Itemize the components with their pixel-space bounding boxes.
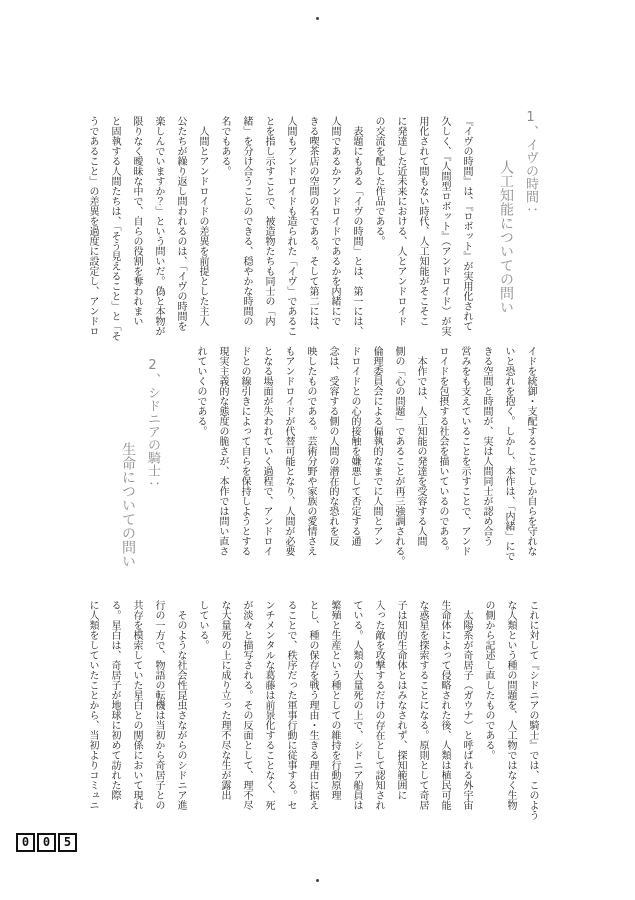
text-column: 営みをも支えていることを示すことで、アンド xyxy=(459,346,470,556)
text-column: いと恐れを抱く。しかし、本作は、「内緒」にで xyxy=(503,346,514,561)
page-number-digit: 5 xyxy=(58,833,77,852)
text-column: とし、種の保存を戦う理由・生きる理由に据え xyxy=(307,600,318,810)
text-column: 太陽系が奇居子（ガウナ）と呼ばれる外宇宙 xyxy=(461,600,472,810)
text-column: な人類という種の問題を、人工物ではなく生物 xyxy=(505,600,516,810)
text-column: に人類をしていたことから、当初よりコミュニ xyxy=(87,600,98,810)
text-column: とを指し示すことで、被造物たちも同士の「内 xyxy=(263,116,274,326)
text-column: 子は知的生命体とはみなされず、探知範囲に xyxy=(395,600,406,800)
text-column: 名でもある。 xyxy=(219,116,230,176)
page-number-digit: 0 xyxy=(37,833,56,852)
text-column: ンチメンタルな葛藤は前景化することなく、死 xyxy=(263,600,274,810)
text-column: 生命体によって侵略された後、人類は植民可能 xyxy=(439,600,450,810)
text-column: 映したものである。芸術分野や家族の愛情さえ xyxy=(305,346,316,556)
text-column: ロイドを包摂する社会を描いているのである。 xyxy=(437,346,448,556)
section-1-heading: 1、イヴの時間： xyxy=(523,110,538,216)
text-column: 念は、受容する側の人間の潜在的な恐れを反 xyxy=(327,346,338,546)
text-column: そのような社会性昆虫さながらのシドニア進 xyxy=(175,600,186,810)
text-column: ドとの線引きによって自らを保持しようとする xyxy=(239,346,250,556)
section-2-subtitle: 生命についての問い xyxy=(120,442,136,568)
text-column: 用化されて間もない時代、人工知能がそこそこ xyxy=(417,116,428,326)
text-column: 人間とアンドロイドの差異を前提とした主人 xyxy=(197,116,208,326)
text-column: な惑星を探索することになる。原則として奇居 xyxy=(417,600,428,810)
text-column: 共存を模索していた星白との関係において現れ xyxy=(131,600,142,810)
text-column: が淡々と描写される。その反面として、理不尽 xyxy=(241,600,252,810)
text-block-2 xyxy=(189,346,541,576)
text-column: 久しく、『人間型ロボット』（アンドロイド）が実 xyxy=(439,116,450,336)
text-column: 人間であるかアンドロイドであるかを内緒にで xyxy=(329,116,340,326)
text-column: の交流を配した作品である。 xyxy=(373,116,384,246)
section-2-heading: 2、シドニアの騎士： xyxy=(145,358,160,490)
page-number xyxy=(16,833,77,852)
text-block-3 xyxy=(81,600,543,832)
text-column: 現実主義的な態度の脆さが、本作では問い直さ xyxy=(217,346,228,556)
text-column: イドを統御・支配することでしか自らを守れな xyxy=(525,346,536,556)
text-block-1 xyxy=(81,116,477,348)
text-column: きる喫茶店の空間の名である。そして第二には、 xyxy=(307,116,318,336)
text-column: 限りなく曖昧な中で、自らの役割を奪われまい xyxy=(131,116,142,326)
text-column: 行の一方で、物語の転機は当初から奇居子との xyxy=(153,600,164,810)
text-column: 側の「心の問題」であることが再三強調される。 xyxy=(393,346,404,566)
text-column: ている。人類の大量死の上で、シドニア船員は xyxy=(351,600,362,810)
text-column: と固執する人間たちは、「そう見えること」と「そ xyxy=(109,116,120,341)
text-column: る。星白は、奇居子が地球に初めて訪れた際 xyxy=(109,600,120,800)
text-column: 繁殖と生産という種としての維持を行動原理 xyxy=(329,600,340,800)
crop-mark-bottom xyxy=(316,879,319,882)
text-column: もアンドロイドが代替可能となり、人間が必要 xyxy=(283,346,294,556)
section-1-subtitle: 人工知能についての問い xyxy=(498,160,514,314)
text-column: 表題にもある「イヴの時間」とは、第一には、 xyxy=(351,116,362,336)
text-column: ドロイドとの心的接触を嫌悪して否定する通 xyxy=(349,346,360,546)
text-column: 人間もアンドロイドも造られた「イヴ」であるこ xyxy=(285,116,296,336)
text-column: ることで、秩序だった軍事行動に従事する。セ xyxy=(285,600,296,810)
text-column: 公たちが繰り返し問われるのは、「イヴの時間を xyxy=(175,116,186,331)
text-column: 『イヴの時間』は、『ロボット』が実用化されて xyxy=(461,116,472,331)
page-number-digit: 0 xyxy=(16,833,35,852)
text-column: している。 xyxy=(197,600,208,650)
text-column: れていくのである。 xyxy=(195,346,206,436)
text-column: これに対して『シドニアの騎士』では、このよう xyxy=(527,600,538,820)
text-column: に発達した近未来における、人とアンドロイド xyxy=(395,116,406,326)
text-column: きる空間と時間が、実は人間同士が認め合う xyxy=(481,346,492,546)
text-column: の側から記述し直したものである。 xyxy=(483,600,494,760)
text-column: 倫理委員会による偏執的なまでに人間とアン xyxy=(371,346,382,546)
crop-mark-top xyxy=(316,17,319,20)
text-column: うであること」の差異を過度に設定し、アンドロ xyxy=(87,116,98,336)
text-column: 本作では、人工知能の発達を受容する人間 xyxy=(415,346,426,546)
text-column: 入った敵を攻撃するだけの存在として認知され xyxy=(373,600,384,810)
text-column: 緒」を分け合うことのできる、穏やかな時間の xyxy=(241,116,252,326)
text-column: となる場面が失われていく過程で、アンドロイ xyxy=(261,346,272,556)
text-column: 楽しんでいますか？」という問いだ。偽と本物が xyxy=(153,116,164,336)
text-column: な大量死の上に成り立った理不尽な生が露出 xyxy=(219,600,230,800)
